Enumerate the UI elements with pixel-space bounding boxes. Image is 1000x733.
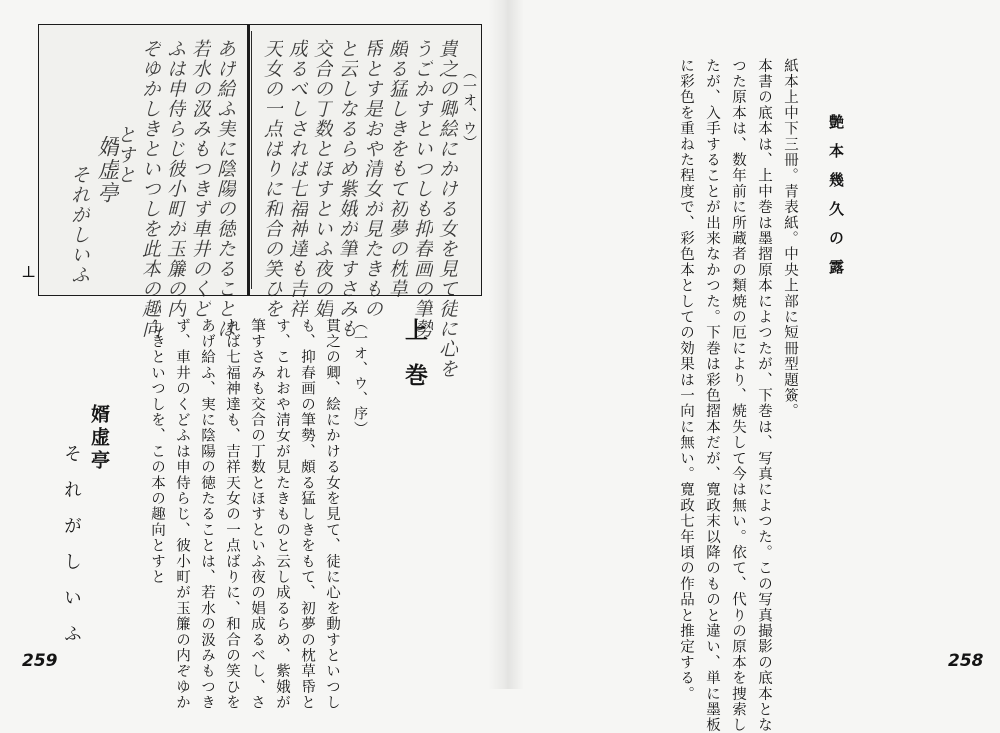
body-line: たが、入手することが出来なかつた。下巻は彩色摺本だが、寛政末以降のものと違い、単に墨板	[704, 58, 720, 733]
manuscript-column: とすと	[114, 125, 136, 185]
body-line: つた原本は、数年前に所蔵者の類焼の厄により、焼失して今は無い。依て、代りの原本を捜索し	[730, 58, 746, 733]
plate-divider	[247, 24, 250, 296]
page-number-right: 258	[948, 651, 984, 671]
body-line: 筆すさみも交合の丁数とほすといふ夜の娼成るべし、さ	[249, 318, 265, 711]
margin-mark: ⊥	[21, 262, 37, 281]
manuscript-column: 交合の丁数とほすといふ夜の娼	[311, 39, 333, 319]
author-name: 婿虚亭	[88, 404, 110, 473]
body-line: 紙本上中下三冊。青表紙。中央上部に短冊型題簽。	[782, 58, 798, 420]
manuscript-column: 成るべしされば七福神達も吉祥	[286, 39, 308, 319]
page-gutter	[488, 0, 524, 689]
manuscript-column: ふは申侍らじ彼小町が玉簾の内	[164, 39, 186, 319]
section-subheading: （一オ、ウ、序）	[352, 316, 368, 436]
body-line: に彩色を重ねた程度で、彩色本としての効果は一向に無い。寛政七年頃の作品と推定する。	[678, 58, 694, 702]
manuscript-column: 貴之の卿絵にかける女を見て徒に心を	[436, 39, 458, 379]
book-title: 艶本幾久の露	[827, 114, 845, 288]
body-line: す、これおや清女が見たきものと云し成るらめ、紫娥が	[274, 318, 290, 711]
body-line: しきといつしを、この本の趣向とすと	[149, 318, 165, 585]
manuscript-column: 頗る猛しきをもて初夢の枕草	[386, 39, 408, 299]
manuscript-column: 若水の汲みもつきず車井のくど	[189, 39, 211, 319]
author-subline: それがしいふ	[61, 444, 82, 660]
manuscript-column: うごかすといつしも抑春画の筆勢	[411, 39, 433, 339]
body-line: れば七福神達も、吉祥天女の一点ばりに、和合の笑ひを	[224, 318, 240, 711]
manuscript-column: 帋とす是おや清女が見たきもの	[361, 39, 383, 319]
plate-label: （一オ、ウ）	[461, 65, 477, 149]
body-line: あげ給ふ、実に陰陽の徳たることは、若水の汲みもつき	[199, 318, 215, 711]
page-number-left: 259	[22, 651, 58, 671]
manuscript-signature: 婿虚亭	[94, 135, 119, 204]
manuscript-column: それがしいふ	[68, 165, 90, 285]
body-line: 貫之の卿、絵にかける女を見て、徒に心を動すといつし	[324, 318, 340, 711]
manuscript-column: と云しなるらめ紫娥が筆すさみも	[336, 39, 358, 339]
manuscript-column: ぞゆかしきといつしを此本の趣向	[139, 39, 161, 339]
manuscript-column: 天女の一点ばりに和合の笑ひを	[261, 39, 283, 319]
body-line: も、抑春画の筆勢、頗る猛しきをもて、初夢の枕草帋と	[299, 318, 315, 711]
body-line: ず、車井のくどふは申侍らじ、彼小町が玉簾の内ぞゆか	[174, 318, 190, 711]
body-line: 本書の底本は、上中巻は墨摺原本によつたが、下巻は、写真によつた。この写真撮影の底本とな	[756, 58, 772, 733]
manuscript-column: あげ給ふ実に陰陽の徳たることは	[214, 39, 236, 339]
section-heading: 上巻	[401, 318, 428, 408]
